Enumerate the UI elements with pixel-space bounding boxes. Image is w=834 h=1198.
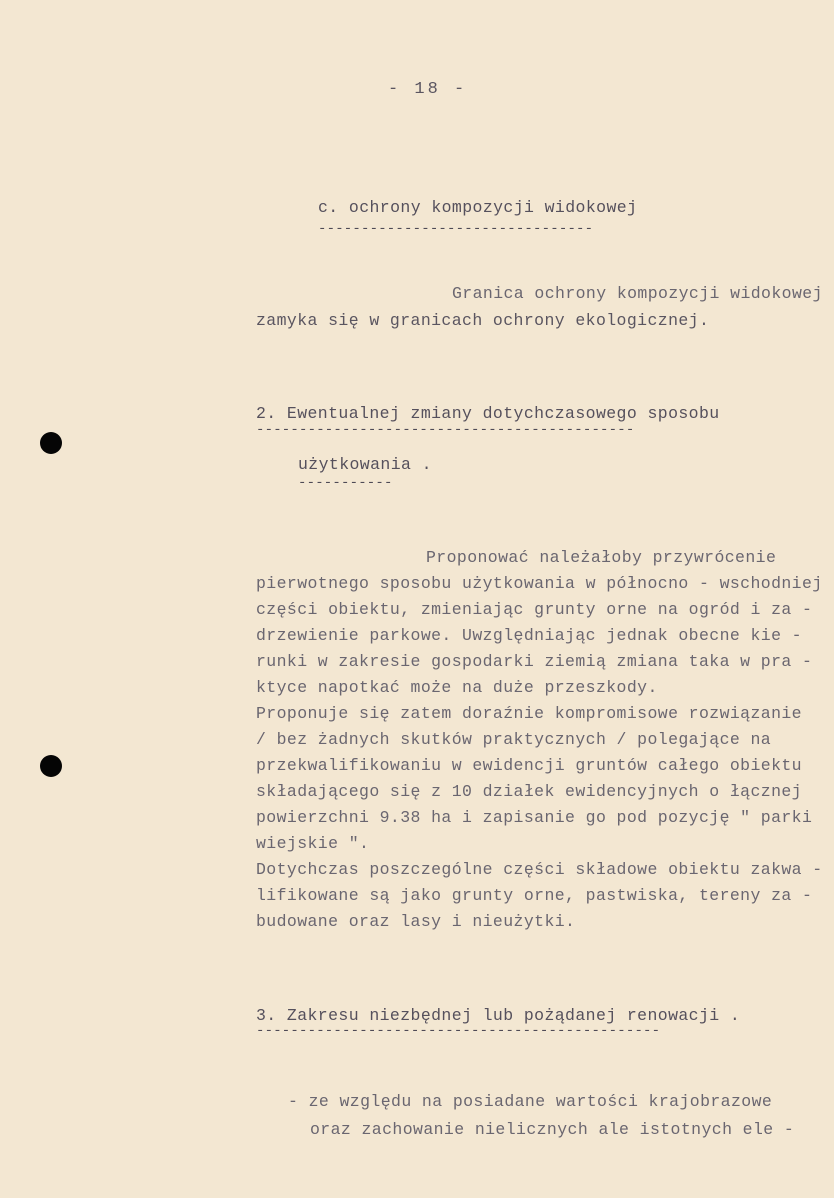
section-2-body-line: pierwotnego sposobu użytkowania w północno - wschodniej — [256, 574, 823, 593]
section-2-body-line: ktyce napotkać może na duże przeszkody. — [256, 678, 658, 697]
page-number: - 18 - — [388, 80, 468, 99]
section-c-heading: c. ochrony kompozycji widokowej — [318, 198, 638, 217]
section-2-underline: -------------------------------------------- — [256, 423, 635, 437]
section-3-underline: ----------------------------------------------- — [256, 1024, 661, 1038]
section-3-body-line: oraz zachowanie nielicznych ale istotnych ele - — [310, 1120, 795, 1139]
section-3-heading: 3. Zakresu niezbędnej lub pożądanej renowacji . — [256, 1006, 741, 1025]
section-2-body-line: powierzchni 9.38 ha i zapisanie go pod pozycję " parki — [256, 808, 813, 827]
section-2-underline-short: ----------- — [298, 476, 393, 490]
section-2-body-line: Proponuje się zatem doraźnie kompromisowe rozwiązanie — [256, 704, 802, 723]
section-2-body-line: przekwalifikowaniu w ewidencji gruntów całego obiektu — [256, 756, 802, 775]
section-2-body-line: wiejskie ". — [256, 834, 370, 853]
section-c-body-line: Granica ochrony kompozycji widokowej — [452, 284, 823, 303]
section-2-body-line: / bez żadnych skutków praktycznych / polegające na — [256, 730, 772, 749]
section-2-heading-continued: użytkowania . — [298, 455, 432, 474]
punch-hole — [40, 755, 62, 777]
punch-hole — [40, 432, 62, 454]
section-2-body-line: części obiektu, zmieniając grunty orne na ogród i za - — [256, 600, 813, 619]
section-c-underline: -------------------------------- — [318, 222, 594, 236]
section-2-body-line: lifikowane są jako grunty orne, pastwiska, tereny za - — [256, 886, 813, 905]
section-2-body-line: Proponować należałoby przywrócenie — [426, 548, 777, 567]
section-2-body-line: składającego się z 10 działek ewidencyjnych o łącznej — [256, 782, 802, 801]
section-2-body-line: runki w zakresie gospodarki ziemią zmiana taka w pra - — [256, 652, 813, 671]
section-2-body-line: drzewienie parkowe. Uwzględniając jednak obecne kie - — [256, 626, 802, 645]
section-3-body-line: - ze względu na posiadane wartości krajobrazowe — [288, 1092, 773, 1111]
section-2-body-line: budowane oraz lasy i nieużytki. — [256, 912, 576, 931]
section-2-body-line: Dotychczas poszczególne części składowe obiektu zakwa - — [256, 860, 823, 879]
section-2-heading: 2. Ewentualnej zmiany dotychczasowego sposobu — [256, 404, 720, 423]
section-c-body-line: zamyka się w granicach ochrony ekologicznej. — [256, 311, 710, 330]
